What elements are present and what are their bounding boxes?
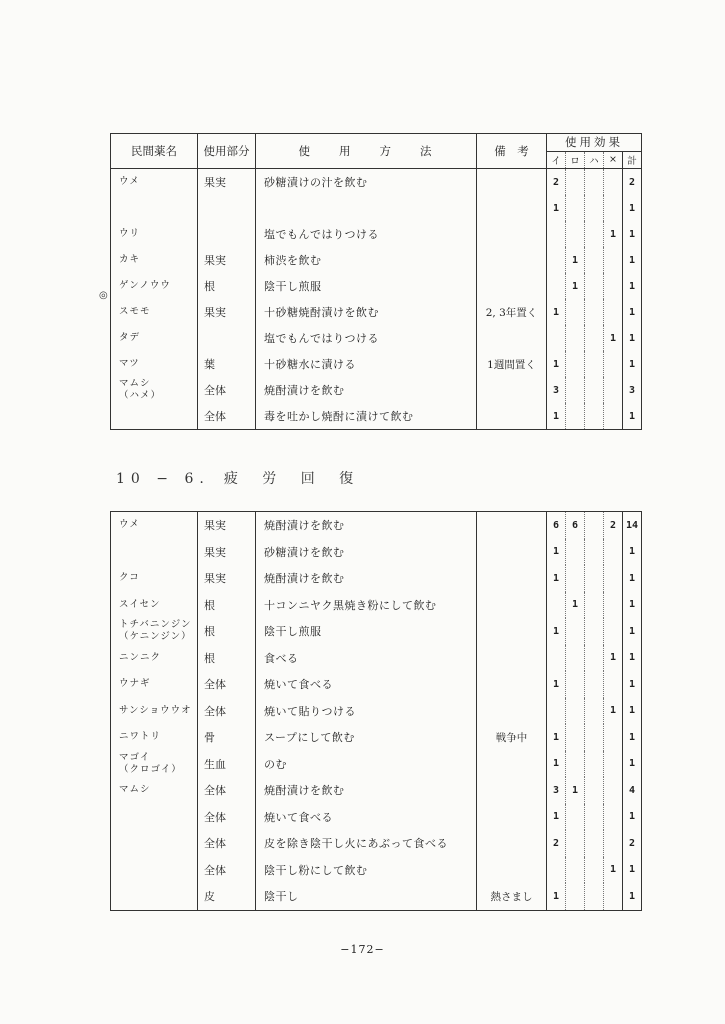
- row-method: 皮を除き陰干し火にあぶって食べる: [256, 830, 477, 857]
- row-eff-ro: [566, 169, 585, 196]
- row-eff-total: 4: [623, 777, 642, 804]
- page-number: −172−: [340, 943, 385, 956]
- row-eff-ha: [585, 247, 604, 273]
- row-eff-ha: [585, 565, 604, 592]
- table-row: [111, 830, 642, 857]
- row-note: [477, 169, 547, 196]
- header-effect: 使用効果: [547, 134, 642, 152]
- row-eff-ha: [585, 221, 604, 247]
- table-row: [111, 195, 642, 221]
- row-part: 根: [198, 645, 256, 672]
- row-method: 十砂糖水に漬ける: [256, 351, 477, 377]
- table-row: [111, 325, 642, 351]
- row-name: スイセン: [119, 598, 161, 610]
- row-method: 砂糖漬けの汁を飲む: [256, 169, 477, 196]
- row-note: 1週間置く: [477, 351, 547, 377]
- row-note: [477, 618, 547, 645]
- table-row: [111, 618, 642, 645]
- row-eff-i: 1: [547, 539, 566, 566]
- row-eff-ha: [585, 592, 604, 619]
- row-method: 陰干し煎服: [256, 273, 477, 299]
- row-eff-i: 1: [547, 351, 566, 377]
- row-part: [198, 221, 256, 247]
- row-eff-ha: [585, 804, 604, 831]
- row-part: [198, 325, 256, 351]
- row-name: ウメ: [119, 519, 140, 531]
- row-eff-x: 2: [604, 512, 623, 539]
- row-name: サンショウウオ: [119, 704, 192, 716]
- row-name: ニンニク: [119, 651, 162, 663]
- row-eff-ro: [566, 804, 585, 831]
- row-eff-ro: [566, 403, 585, 430]
- row-eff-ro: [566, 857, 585, 884]
- table-row: [111, 169, 642, 196]
- row-part: 果実: [198, 539, 256, 566]
- row-eff-i: 1: [547, 618, 566, 645]
- row-eff-ro: [566, 195, 585, 221]
- row-eff-x: [604, 377, 623, 403]
- row-eff-ro: 1: [566, 777, 585, 804]
- header-part: 使用部分: [198, 134, 256, 169]
- row-name: クコ: [119, 572, 140, 584]
- row-eff-i: 2: [547, 830, 566, 857]
- row-eff-i: 1: [547, 724, 566, 751]
- row-note: [477, 377, 547, 403]
- row-eff-i: 1: [547, 403, 566, 430]
- row-eff-total: 1: [623, 565, 642, 592]
- row-part: [198, 195, 256, 221]
- row-eff-ro: [566, 830, 585, 857]
- row-eff-total: 1: [623, 247, 642, 273]
- row-eff-ha: [585, 512, 604, 539]
- row-note: 熱さまし: [477, 883, 547, 910]
- table-folk-medicine-1: [110, 133, 642, 430]
- table-row: [111, 299, 642, 325]
- row-note: [477, 539, 547, 566]
- row-eff-i: [547, 221, 566, 247]
- row-eff-total: 1: [623, 698, 642, 725]
- row-name: ウナギ: [119, 678, 151, 690]
- table-row: [111, 751, 642, 778]
- header-eff-i: イ: [547, 151, 566, 169]
- row-name: マツ: [119, 358, 140, 369]
- table-row: [111, 777, 642, 804]
- row-note: 戦争中: [477, 724, 547, 751]
- row-eff-x: [604, 403, 623, 430]
- row-eff-ha: [585, 299, 604, 325]
- row-note: [477, 804, 547, 831]
- row-note: [477, 403, 547, 430]
- row-name: ニワトリ: [119, 731, 162, 743]
- row-eff-i: 1: [547, 751, 566, 778]
- row-method: [256, 195, 477, 221]
- row-part: 皮: [198, 883, 256, 910]
- row-eff-i: [547, 325, 566, 351]
- row-eff-i: [547, 247, 566, 273]
- row-eff-x: [604, 592, 623, 619]
- row-eff-ro: 1: [566, 592, 585, 619]
- row-eff-total: 1: [623, 724, 642, 751]
- row-eff-ro: [566, 724, 585, 751]
- row-method: 食べる: [256, 645, 477, 672]
- row-eff-i: 3: [547, 377, 566, 403]
- table-row: [111, 221, 642, 247]
- row-eff-ha: [585, 377, 604, 403]
- section-number: 10 − 6.: [116, 471, 210, 487]
- header-eff-total: 計: [623, 151, 642, 169]
- table-row: [111, 377, 642, 403]
- row-eff-x: 1: [604, 857, 623, 884]
- row-eff-total: 1: [623, 645, 642, 672]
- row-name: スモモ: [119, 306, 151, 317]
- header-note: 備 考: [477, 134, 547, 169]
- row-note: [477, 565, 547, 592]
- row-method: 十砂糖焼酎漬けを飲む: [256, 299, 477, 325]
- row-eff-total: 1: [623, 403, 642, 430]
- row-eff-i: 1: [547, 195, 566, 221]
- row-eff-x: [604, 671, 623, 698]
- row-name-line1: マゴイ: [119, 751, 151, 763]
- row-method: 焼酎漬けを飲む: [256, 377, 477, 403]
- row-name: [111, 857, 198, 884]
- row-eff-x: [604, 565, 623, 592]
- margin-circle-mark: ◎: [99, 290, 108, 301]
- row-eff-i: [547, 645, 566, 672]
- row-note: [477, 592, 547, 619]
- row-eff-ro: [566, 221, 585, 247]
- row-eff-ha: [585, 645, 604, 672]
- row-part: 全体: [198, 857, 256, 884]
- row-name: [111, 377, 198, 403]
- row-note: [477, 645, 547, 672]
- row-eff-ro: [566, 618, 585, 645]
- row-name: [111, 403, 198, 430]
- row-part: 全体: [198, 377, 256, 403]
- row-eff-ro: 1: [566, 247, 585, 273]
- row-method: 焼いて貼りつける: [256, 698, 477, 725]
- row-eff-ro: [566, 299, 585, 325]
- row-part: 果実: [198, 299, 256, 325]
- row-name-line2: （ケニンジン）: [119, 631, 192, 643]
- table-row: [111, 671, 642, 698]
- row-eff-x: 1: [604, 221, 623, 247]
- row-eff-ro: [566, 671, 585, 698]
- row-name: ウリ: [119, 228, 141, 239]
- row-note: [477, 221, 547, 247]
- header-method: 使 用 方 法: [256, 134, 477, 169]
- header-name: 民間薬名: [111, 134, 198, 169]
- row-eff-ha: [585, 351, 604, 377]
- row-eff-x: [604, 169, 623, 196]
- row-eff-ha: [585, 325, 604, 351]
- row-eff-i: 1: [547, 671, 566, 698]
- row-part: 生血: [198, 751, 256, 778]
- table-row: [111, 883, 642, 910]
- row-part: 全体: [198, 830, 256, 857]
- row-eff-i: [547, 592, 566, 619]
- row-part: 全体: [198, 804, 256, 831]
- row-eff-ha: [585, 195, 604, 221]
- row-eff-x: 1: [604, 325, 623, 351]
- row-part: 全体: [198, 698, 256, 725]
- row-name: ゲンノウウ: [119, 280, 171, 291]
- row-eff-i: 6: [547, 512, 566, 539]
- row-note: [477, 512, 547, 539]
- table-row: [111, 592, 642, 619]
- row-eff-total: 1: [623, 351, 642, 377]
- row-eff-ha: [585, 857, 604, 884]
- row-part: 果実: [198, 565, 256, 592]
- table-fatigue-recovery: [110, 511, 642, 911]
- row-eff-ha: [585, 403, 604, 430]
- row-eff-ro: [566, 751, 585, 778]
- row-eff-ha: [585, 751, 604, 778]
- row-part: 全体: [198, 777, 256, 804]
- row-name-line1: トチバニンジン: [119, 619, 192, 631]
- row-note: [477, 671, 547, 698]
- table-row: [111, 565, 642, 592]
- row-name: [111, 618, 198, 645]
- row-method: スープにして飲む: [256, 724, 477, 751]
- row-note: [477, 247, 547, 273]
- row-note: [477, 698, 547, 725]
- row-eff-ro: [566, 351, 585, 377]
- row-name: [111, 751, 198, 778]
- table-row: [111, 247, 642, 273]
- row-eff-x: [604, 618, 623, 645]
- row-eff-x: [604, 724, 623, 751]
- row-eff-i: 3: [547, 777, 566, 804]
- row-method: のむ: [256, 751, 477, 778]
- row-eff-total: 2: [623, 830, 642, 857]
- row-eff-i: 1: [547, 299, 566, 325]
- row-eff-i: [547, 698, 566, 725]
- section-title: [116, 468, 363, 488]
- row-note: [477, 857, 547, 884]
- row-part: 果実: [198, 247, 256, 273]
- row-method: 焼酎漬けを飲む: [256, 777, 477, 804]
- row-eff-total: 1: [623, 804, 642, 831]
- row-method: 焼いて食べる: [256, 671, 477, 698]
- row-note: [477, 830, 547, 857]
- row-part: 骨: [198, 724, 256, 751]
- table-row: [111, 724, 642, 751]
- row-eff-ro: [566, 645, 585, 672]
- row-part: 全体: [198, 403, 256, 430]
- section-label: 疲 労 回 復: [223, 471, 364, 487]
- row-name-line2: （クロゴイ）: [119, 763, 182, 775]
- row-eff-x: [604, 351, 623, 377]
- row-note: [477, 325, 547, 351]
- row-eff-x: [604, 195, 623, 221]
- row-eff-x: [604, 830, 623, 857]
- row-eff-ro: [566, 539, 585, 566]
- row-name: [111, 830, 198, 857]
- row-name: マムシ: [119, 784, 151, 796]
- row-name-line1: マムシ: [119, 378, 151, 389]
- row-eff-total: 1: [623, 299, 642, 325]
- row-eff-total: 1: [623, 539, 642, 566]
- row-eff-ha: [585, 539, 604, 566]
- header-eff-ha: ハ: [585, 151, 604, 169]
- row-note: [477, 777, 547, 804]
- row-eff-ha: [585, 169, 604, 196]
- table-row: [111, 539, 642, 566]
- row-eff-total: 1: [623, 618, 642, 645]
- row-method: 陰干し粉にして飲む: [256, 857, 477, 884]
- row-eff-total: 14: [623, 512, 642, 539]
- header-eff-ro: ロ: [566, 151, 585, 169]
- table-row: [111, 804, 642, 831]
- row-part: 根: [198, 273, 256, 299]
- row-eff-total: 1: [623, 195, 642, 221]
- row-method: 柿渋を飲む: [256, 247, 477, 273]
- table-row: [111, 351, 642, 377]
- row-eff-i: 2: [547, 169, 566, 196]
- row-method: 焼酎漬けを飲む: [256, 565, 477, 592]
- table-row: [111, 273, 642, 299]
- row-eff-total: 2: [623, 169, 642, 196]
- row-eff-ro: [566, 377, 585, 403]
- row-note: 2, 3年置く: [477, 299, 547, 325]
- row-part: 果実: [198, 169, 256, 196]
- header-eff-x: ×: [604, 151, 623, 169]
- row-eff-ha: [585, 830, 604, 857]
- row-eff-i: 1: [547, 565, 566, 592]
- row-name-line2: （ハメ）: [119, 390, 162, 401]
- row-eff-ro: 6: [566, 512, 585, 539]
- row-eff-ha: [585, 698, 604, 725]
- row-method: 塩でもんではりつける: [256, 325, 477, 351]
- row-eff-x: [604, 751, 623, 778]
- row-eff-ro: [566, 565, 585, 592]
- row-part: 果実: [198, 512, 256, 539]
- row-eff-total: 1: [623, 751, 642, 778]
- row-name: タデ: [119, 332, 141, 343]
- row-part: 葉: [198, 351, 256, 377]
- row-eff-total: 1: [623, 671, 642, 698]
- row-part: 根: [198, 618, 256, 645]
- table-row: [111, 403, 642, 430]
- row-eff-x: [604, 247, 623, 273]
- row-eff-ha: [585, 671, 604, 698]
- table-row: [111, 698, 642, 725]
- row-eff-x: [604, 273, 623, 299]
- row-eff-x: [604, 299, 623, 325]
- row-eff-i: 1: [547, 804, 566, 831]
- row-method: 毒を吐かし焼酎に漬けて飲む: [256, 403, 477, 430]
- row-eff-x: [604, 539, 623, 566]
- row-eff-ro: [566, 698, 585, 725]
- row-method: 焼いて食べる: [256, 804, 477, 831]
- row-eff-i: 1: [547, 883, 566, 910]
- row-eff-x: [604, 804, 623, 831]
- row-name: [111, 804, 198, 831]
- row-eff-i: [547, 273, 566, 299]
- row-method: 砂糖漬けを飲む: [256, 539, 477, 566]
- row-eff-ha: [585, 883, 604, 910]
- row-method: 十コンニヤク黒焼き粉にして飲む: [256, 592, 477, 619]
- row-eff-ha: [585, 724, 604, 751]
- row-eff-i: [547, 857, 566, 884]
- row-note: [477, 273, 547, 299]
- row-eff-x: 1: [604, 698, 623, 725]
- row-eff-x: [604, 883, 623, 910]
- row-eff-total: 1: [623, 273, 642, 299]
- row-eff-ro: [566, 325, 585, 351]
- row-eff-total: 3: [623, 377, 642, 403]
- row-eff-x: 1: [604, 645, 623, 672]
- row-eff-total: 1: [623, 325, 642, 351]
- row-name: [111, 539, 198, 566]
- row-eff-ha: [585, 618, 604, 645]
- row-method: 塩でもんではりつける: [256, 221, 477, 247]
- row-eff-total: 1: [623, 883, 642, 910]
- row-note: [477, 751, 547, 778]
- table-row: [111, 512, 642, 539]
- row-eff-total: 1: [623, 221, 642, 247]
- row-method: 陰干し煎服: [256, 618, 477, 645]
- row-eff-x: [604, 777, 623, 804]
- row-part: 全体: [198, 671, 256, 698]
- row-note: [477, 195, 547, 221]
- row-eff-total: 1: [623, 857, 642, 884]
- row-method: 焼酎漬けを飲む: [256, 512, 477, 539]
- row-eff-ro: 1: [566, 273, 585, 299]
- row-eff-total: 1: [623, 592, 642, 619]
- row-name: [111, 883, 198, 910]
- row-part: 根: [198, 592, 256, 619]
- row-eff-ha: [585, 777, 604, 804]
- row-name: ウメ: [119, 176, 140, 187]
- row-name: [111, 195, 198, 221]
- row-eff-ha: [585, 273, 604, 299]
- row-name: カキ: [119, 254, 141, 265]
- row-method: 陰干し: [256, 883, 477, 910]
- table-row: [111, 645, 642, 672]
- row-eff-ro: [566, 883, 585, 910]
- table-row: [111, 857, 642, 884]
